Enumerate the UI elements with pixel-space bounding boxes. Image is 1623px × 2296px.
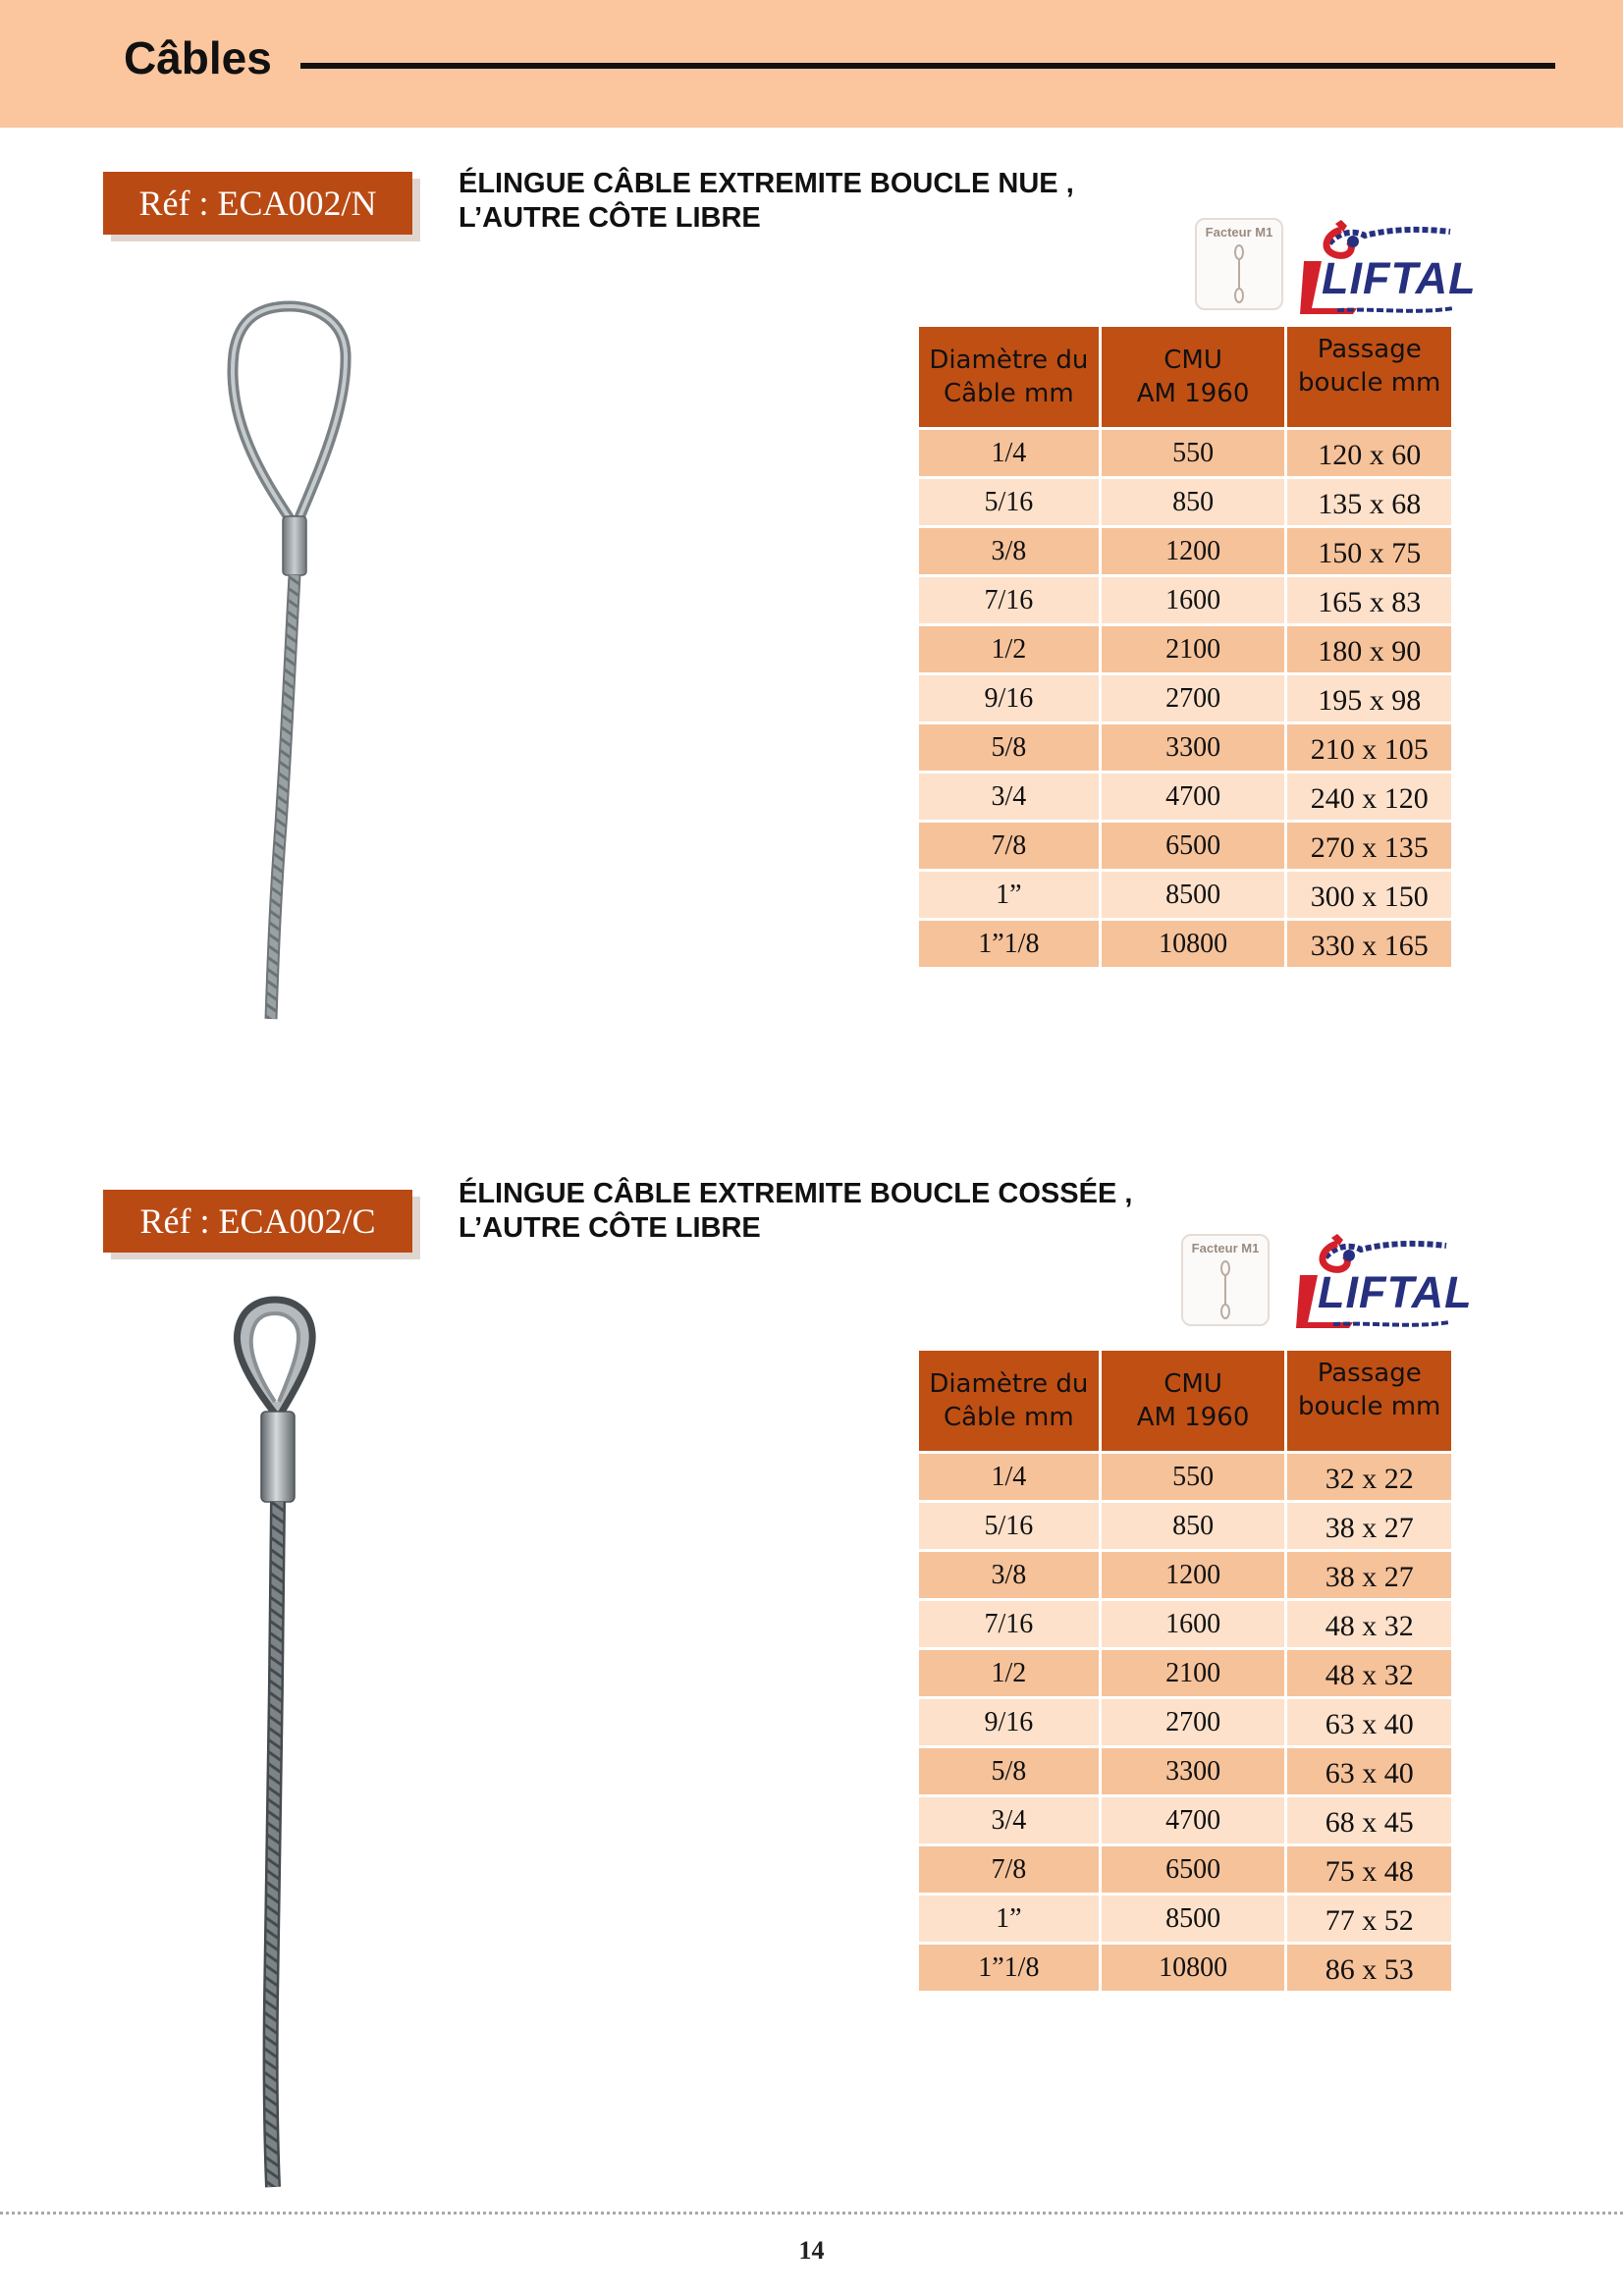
cell-passage: 180 x 90 (1287, 626, 1451, 672)
cell-cmu: 2100 (1102, 1650, 1285, 1696)
cell-passage: 63 x 40 (1287, 1748, 1451, 1794)
product-title-line: ÉLINGUE CÂBLE EXTREMITE BOUCLE COSSÉE , (459, 1178, 1133, 1209)
cell-diameter: 7/16 (919, 1601, 1099, 1647)
cell-diameter: 1/4 (919, 430, 1099, 476)
cell-passage: 48 x 32 (1287, 1650, 1451, 1696)
cell-diameter: 9/16 (919, 1699, 1099, 1745)
cell-diameter: 1/2 (919, 1650, 1099, 1696)
cell-cmu: 4700 (1102, 774, 1285, 820)
cell-diameter: 5/8 (919, 1748, 1099, 1794)
cell-diameter: 3/4 (919, 1797, 1099, 1843)
cell-cmu: 850 (1102, 479, 1285, 525)
cell-passage: 68 x 45 (1287, 1797, 1451, 1843)
table-row (919, 1896, 1451, 1942)
cell-cmu: 2100 (1102, 626, 1285, 672)
spec-table (916, 1348, 1454, 1994)
product-ref-badge: Réf : ECA002/N (103, 172, 412, 235)
table-row (919, 872, 1451, 918)
factor-label: Facteur M1 (1205, 225, 1273, 240)
factor-m1-badge (1195, 218, 1283, 310)
cell-diameter: 1” (919, 872, 1099, 918)
page-number: 14 (798, 2236, 825, 2265)
cell-passage: 63 x 40 (1287, 1699, 1451, 1745)
cell-passage: 150 x 75 (1287, 528, 1451, 574)
cell-diameter: 7/16 (919, 577, 1099, 623)
liftal-logo (1294, 1232, 1473, 1330)
table-row (919, 626, 1451, 672)
cell-passage: 120 x 60 (1287, 430, 1451, 476)
cell-diameter: 3/8 (919, 1552, 1099, 1598)
cell-cmu: 10800 (1102, 921, 1285, 967)
table-header-row (919, 1351, 1451, 1451)
cell-cmu: 1200 (1102, 528, 1285, 574)
cell-cmu: 1600 (1102, 577, 1285, 623)
cell-passage: 210 x 105 (1287, 724, 1451, 771)
cell-diameter: 3/4 (919, 774, 1099, 820)
cell-cmu: 10800 (1102, 1945, 1285, 1991)
table-row (919, 1945, 1451, 1991)
table-row (919, 1797, 1451, 1843)
cell-passage: 77 x 52 (1287, 1896, 1451, 1942)
cell-diameter: 3/8 (919, 528, 1099, 574)
table-row (919, 1454, 1451, 1500)
table-row (919, 528, 1451, 574)
cable-sling-thimble-loop-image (216, 1294, 344, 2189)
cell-cmu: 2700 (1102, 1699, 1285, 1745)
cell-passage: 330 x 165 (1287, 921, 1451, 967)
cell-cmu: 3300 (1102, 724, 1285, 771)
liftal-logo-text: LIFTAL (1318, 1267, 1473, 1317)
cell-cmu: 8500 (1102, 872, 1285, 918)
table-row (919, 774, 1451, 820)
table-row (919, 1699, 1451, 1745)
cell-diameter: 1/4 (919, 1454, 1099, 1500)
cable-sling-bare-loop-image (196, 294, 393, 1021)
cell-diameter: 5/8 (919, 724, 1099, 771)
column-header-cmu: CMU AM 1960 (1102, 327, 1285, 427)
cell-cmu: 3300 (1102, 1748, 1285, 1794)
cell-cmu: 1600 (1102, 1601, 1285, 1647)
table-row (919, 1601, 1451, 1647)
cell-passage: 270 x 135 (1287, 823, 1451, 869)
table-row (919, 1552, 1451, 1598)
table-row (919, 577, 1451, 623)
spec-table (916, 324, 1454, 970)
cell-diameter: 5/16 (919, 1503, 1099, 1549)
table-row (919, 1846, 1451, 1893)
product-title-line: L’AUTRE CÔTE LIBRE (459, 202, 761, 234)
table-header-row (919, 327, 1451, 427)
cell-passage: 38 x 27 (1287, 1503, 1451, 1549)
cell-diameter: 1”1/8 (919, 1945, 1099, 1991)
table-row (919, 430, 1451, 476)
sling-pictogram-icon (1226, 243, 1252, 304)
column-header-passage: Passage boucle mm (1287, 1351, 1451, 1451)
factor-label: Facteur M1 (1191, 1241, 1260, 1255)
product-ref-badge: Réf : ECA002/C (103, 1190, 412, 1253)
cell-diameter: 1/2 (919, 626, 1099, 672)
cell-cmu: 550 (1102, 430, 1285, 476)
cell-diameter: 1” (919, 1896, 1099, 1942)
cell-passage: 135 x 68 (1287, 479, 1451, 525)
cell-passage: 300 x 150 (1287, 872, 1451, 918)
table-row (919, 724, 1451, 771)
cell-diameter: 1”1/8 (919, 921, 1099, 967)
cell-cmu: 850 (1102, 1503, 1285, 1549)
cell-passage: 38 x 27 (1287, 1552, 1451, 1598)
factor-m1-badge (1181, 1234, 1270, 1326)
liftal-logo-text: LIFTAL (1322, 253, 1477, 303)
table-row (919, 1748, 1451, 1794)
cell-diameter: 7/8 (919, 1846, 1099, 1893)
cell-passage: 86 x 53 (1287, 1945, 1451, 1991)
section-title: Câbles (124, 32, 272, 83)
header-rule (300, 63, 1555, 69)
cell-passage: 195 x 98 (1287, 675, 1451, 721)
table-row (919, 1503, 1451, 1549)
cell-cmu: 8500 (1102, 1896, 1285, 1942)
product-title-line: ÉLINGUE CÂBLE EXTREMITE BOUCLE NUE , (459, 168, 1074, 199)
cell-passage: 165 x 83 (1287, 577, 1451, 623)
table-row (919, 823, 1451, 869)
cell-cmu: 550 (1102, 1454, 1285, 1500)
column-header-passage: Passage boucle mm (1287, 327, 1451, 427)
sling-pictogram-icon (1213, 1259, 1238, 1320)
cell-cmu: 6500 (1102, 823, 1285, 869)
product-title (459, 1177, 1132, 1246)
cell-diameter: 7/8 (919, 823, 1099, 869)
cell-passage: 75 x 48 (1287, 1846, 1451, 1893)
table-row (919, 1650, 1451, 1696)
table-row (919, 675, 1451, 721)
table-row (919, 479, 1451, 525)
cell-cmu: 1200 (1102, 1552, 1285, 1598)
cell-diameter: 5/16 (919, 479, 1099, 525)
cell-passage: 48 x 32 (1287, 1601, 1451, 1647)
column-header-diameter: Diamètre du Câble mm (919, 1351, 1099, 1451)
product-title (459, 167, 1074, 236)
column-header-cmu: CMU AM 1960 (1102, 1351, 1285, 1451)
liftal-logo (1298, 218, 1477, 316)
footer-divider (0, 2212, 1623, 2215)
page-header (0, 0, 1623, 128)
cell-cmu: 4700 (1102, 1797, 1285, 1843)
product-title-line: L’AUTRE CÔTE LIBRE (459, 1212, 761, 1244)
cell-cmu: 6500 (1102, 1846, 1285, 1893)
column-header-diameter: Diamètre du Câble mm (919, 327, 1099, 427)
table-row (919, 921, 1451, 967)
cell-diameter: 9/16 (919, 675, 1099, 721)
cell-passage: 32 x 22 (1287, 1454, 1451, 1500)
cell-cmu: 2700 (1102, 675, 1285, 721)
cell-passage: 240 x 120 (1287, 774, 1451, 820)
